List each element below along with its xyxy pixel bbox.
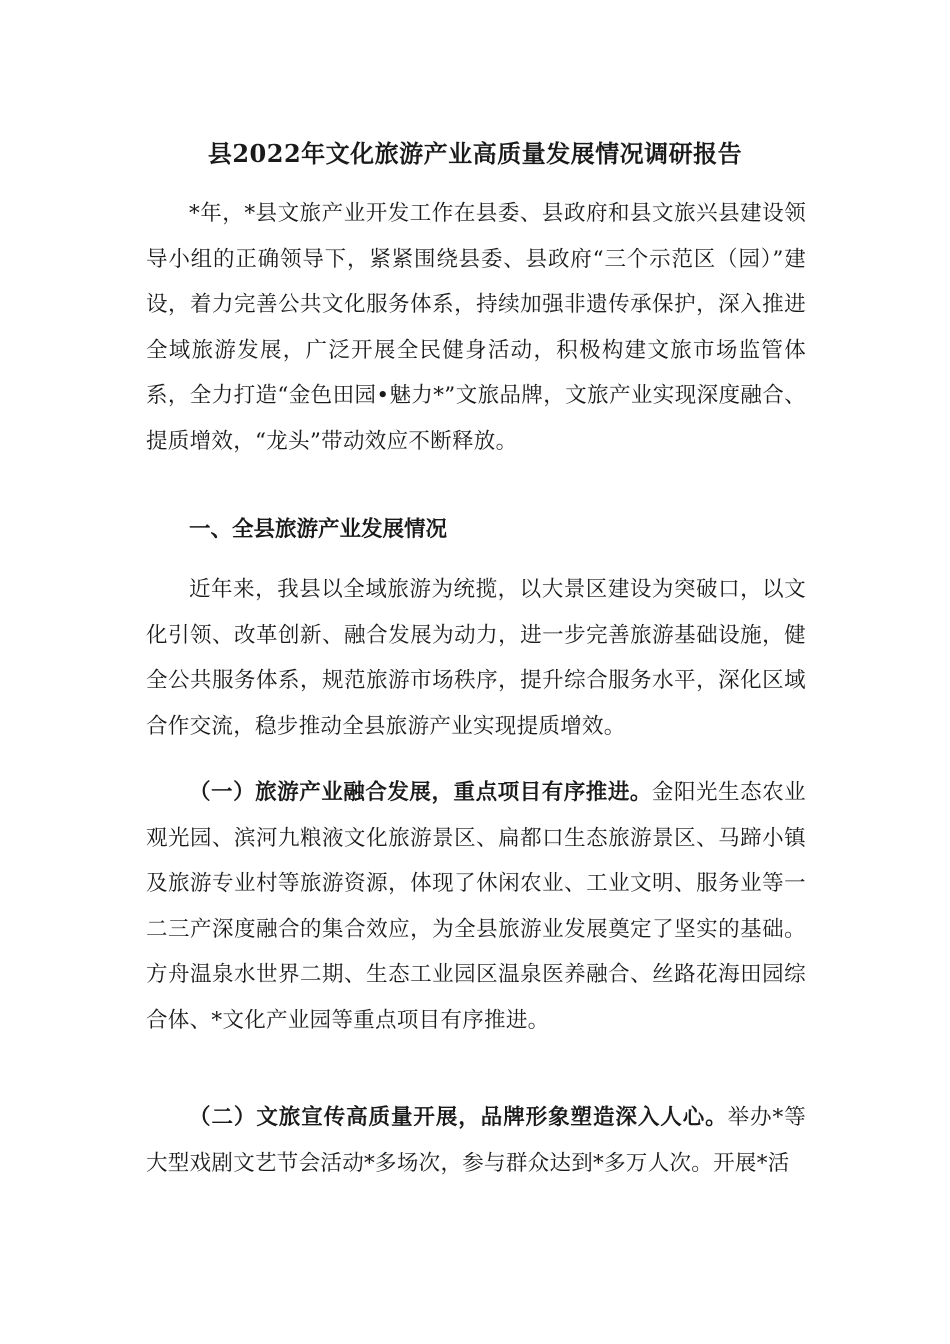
item-lead-1: （一）旅游产业融合发展，重点项目有序推进。: [189, 780, 652, 805]
item-paragraph-1: [146, 770, 806, 1043]
section-intro-paragraph: 近年来，我县以全域旅游为统揽，以大景区建设为突破口，以文化引领、改革创新、融合发展为动力，进一步完善旅游基础设施，健全公共服务体系，规范旅游市场秩序，提升综合服务水平，深化区域合作交流，稳步推动全县旅游产业实现提质增效。: [146, 577, 806, 739]
item-lead-2: （二）文旅宣传高质量开展，品牌形象塑造深入人心。: [189, 1105, 728, 1130]
item-body-1: 金阳光生态农业观光园、滨河九粮液文化旅游景区、扁都口生态旅游景区、马蹄小镇及旅游专业村等旅游资源，体现了休闲农业、工业文明、服务业等一二三产深度融合的集合效应，为全县旅游业发展奠定了坚实的基础。方舟温泉水世界二期、生态工业园区温泉医养融合、丝路花海田园综合体、*文化产业园等重点项目有序推进。: [146, 780, 806, 1033]
item-body-2: 举办*等大型戏剧文艺节会活动*多场次，参与群众达到*多万人次。开展*活: [146, 1105, 807, 1176]
item-paragraph-2: [146, 1095, 806, 1186]
section-heading: 一、全县旅游产业发展情况: [189, 517, 448, 542]
document-title: 县2022年文化旅游产业高质量发展情况调研报告: [207, 139, 743, 168]
intro-paragraph: *年，*县文旅产业开发工作在县委、县政府和县文旅兴县建设领导小组的正确领导下，紧紧围绕县委、县政府“三个示范区（园）”建设，着力完善公共文化服务体系，持续加强非遗传承保护，深入推进全域旅游发展，广泛开展全民健身活动，积极构建文旅市场监管体系，全力打造“金色田园•魅力*”文旅品牌，文旅产业实现深度融合、提质增效，“龙头”带动效应不断释放。: [146, 201, 806, 454]
